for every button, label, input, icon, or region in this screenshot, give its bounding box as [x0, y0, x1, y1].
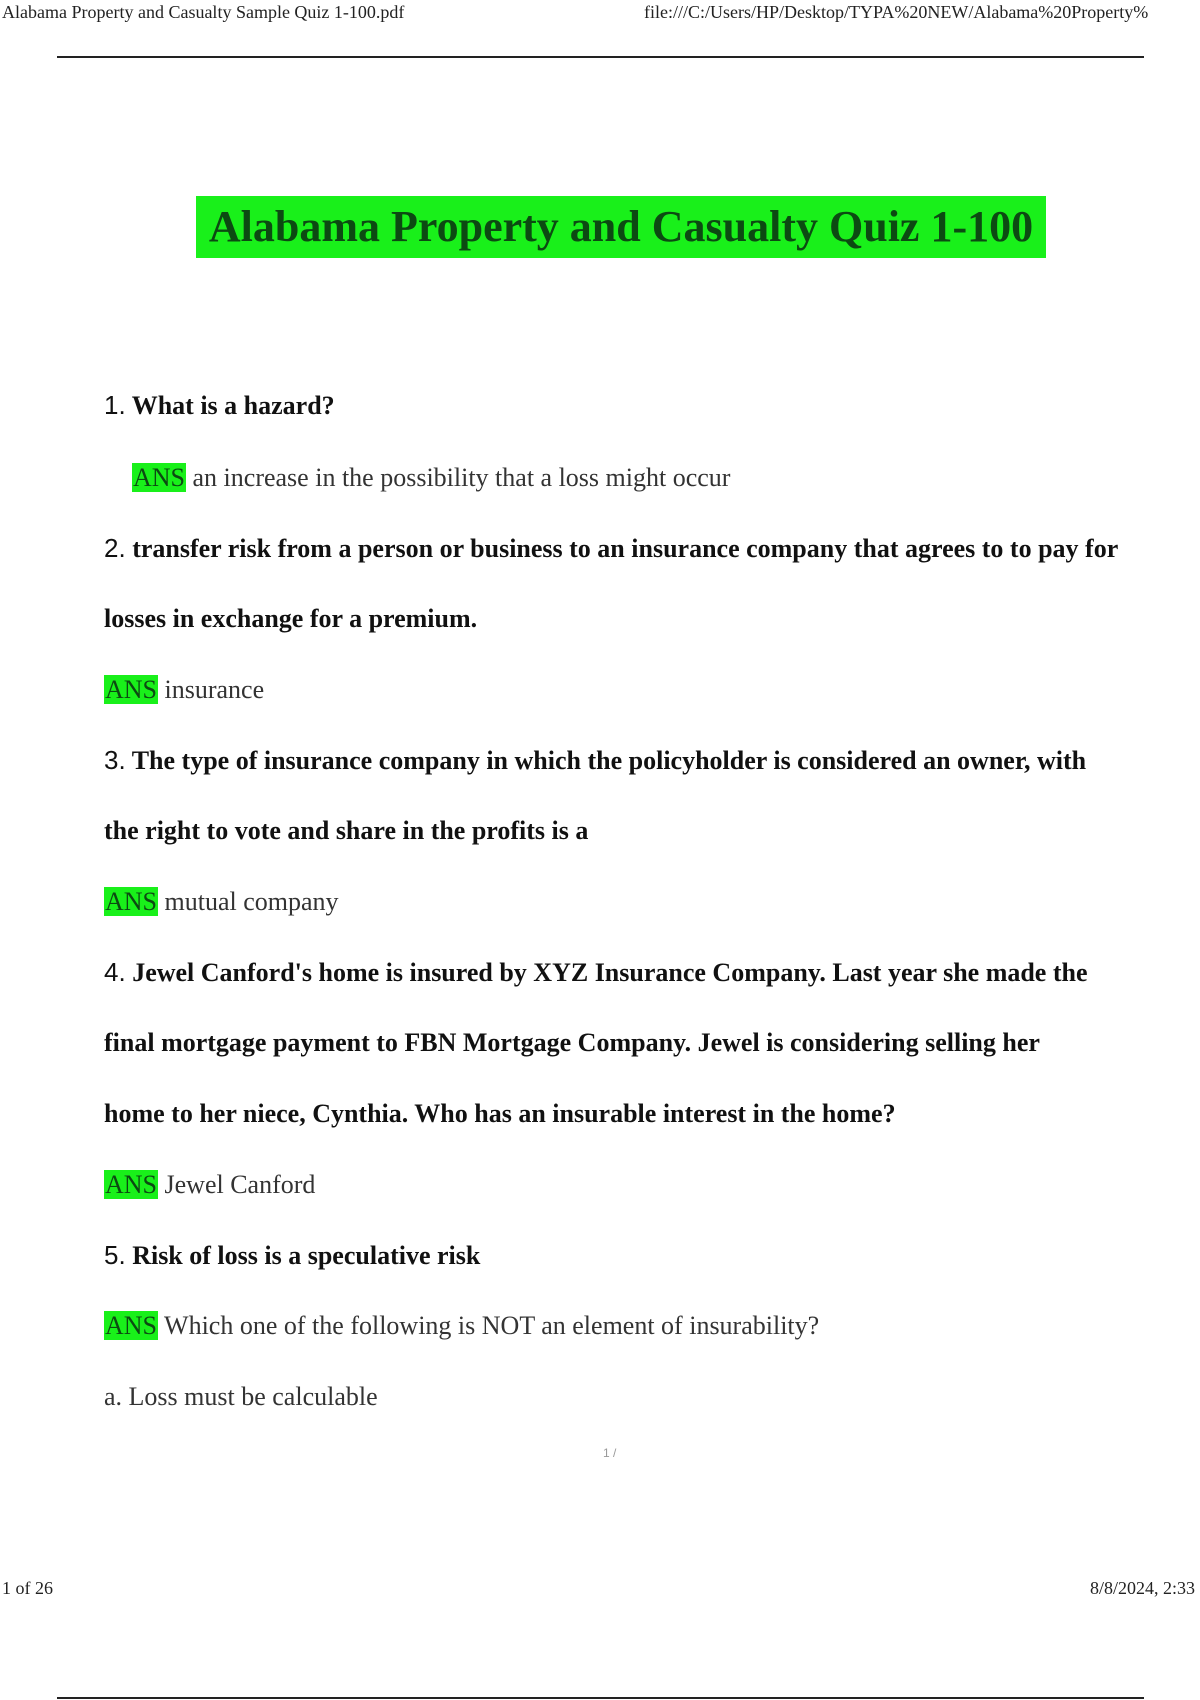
- question-number: 4.: [104, 957, 126, 987]
- question-number: 3.: [104, 745, 126, 775]
- answer-text: an increase in the possibility that a loss might occur: [192, 463, 731, 492]
- pdf-file-url: file:///C:/Users/HP/Desktop/TYPA%20NEW/Alabama%20Property%: [644, 2, 1149, 22]
- ans-label: ANS: [105, 887, 158, 916]
- pdf-doc-name: Alabama Property and Casualty Sample Quiz 1-100.pdf: [2, 2, 405, 22]
- question-3: [104, 743, 1086, 778]
- answer-4: [104, 1168, 315, 1202]
- question-number: 1.: [104, 390, 126, 420]
- question-1: [104, 388, 335, 423]
- answer-5: [104, 1309, 819, 1343]
- question-2: [104, 531, 1118, 566]
- footer-divider: [57, 1697, 1144, 1699]
- page-mark: 1 /: [603, 1446, 617, 1460]
- question-text: The type of insurance company in which the policyholder is considered an owner, with: [131, 746, 1087, 775]
- question-text: Jewel Canford's home is insured by XYZ Insurance Company. Last year she made the: [132, 958, 1088, 987]
- question-4-line-3: home to her niece, Cynthia. Who has an insurable interest in the home?: [104, 1099, 896, 1128]
- option-a: a. Loss must be calculable: [104, 1382, 378, 1411]
- ans-label: ANS: [105, 1170, 158, 1199]
- question-text: What is a hazard?: [131, 391, 335, 420]
- header-divider: [57, 56, 1144, 58]
- answer-text: Which one of the following is NOT an element of insurability?: [164, 1311, 820, 1340]
- ans-label: ANS: [105, 675, 158, 704]
- question-3-line-2: the right to vote and share in the profits is a: [104, 816, 589, 845]
- question-text: Risk of loss is a speculative risk: [132, 1241, 481, 1270]
- question-4-line-2: final mortgage payment to FBN Mortgage Company. Jewel is considering selling her: [104, 1028, 1040, 1057]
- ans-label: ANS: [105, 1311, 158, 1340]
- answer-text: mutual company: [164, 887, 339, 916]
- print-datetime: 8/8/2024, 2:33: [1089, 1578, 1195, 1598]
- question-2-line-2: losses in exchange for a premium.: [104, 604, 478, 633]
- answer-text: insurance: [164, 675, 265, 704]
- answer-text: Jewel Canford: [164, 1170, 316, 1199]
- question-number: 5.: [104, 1240, 126, 1270]
- answer-1: [132, 461, 730, 495]
- question-5: [104, 1238, 480, 1273]
- question-text: transfer risk from a person or business to an insurance company that agrees to to pay for: [132, 534, 1119, 563]
- question-number: 2.: [104, 533, 126, 563]
- question-4: [104, 955, 1088, 990]
- ans-label: ANS: [133, 463, 186, 492]
- document-title: Alabama Property and Casualty Quiz 1-100: [196, 196, 1046, 258]
- page-count: 1 of 26: [2, 1578, 53, 1598]
- answer-2: [104, 673, 264, 707]
- answer-3: [104, 885, 339, 919]
